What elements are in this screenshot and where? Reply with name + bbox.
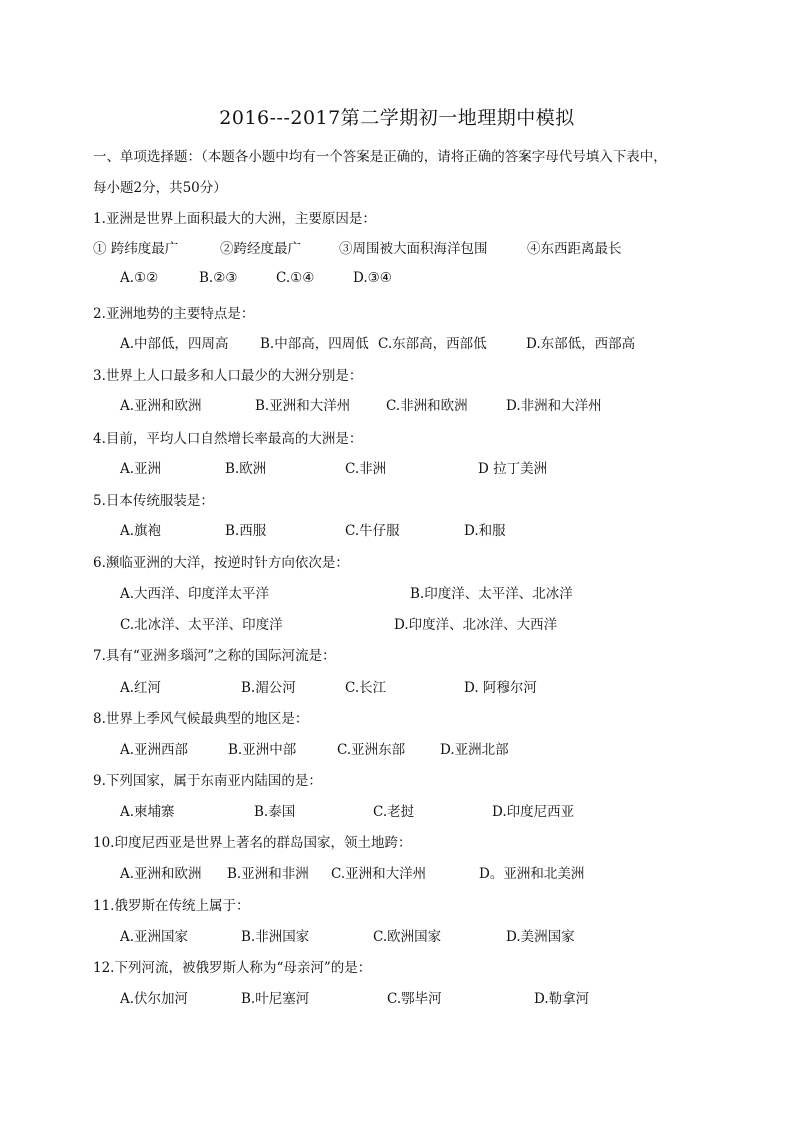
question-1-option-d: D.③④ (353, 270, 392, 286)
question-3-option-c: C.非洲和欧洲 (386, 398, 468, 414)
question-10-option-b: B.亚洲和非洲 (227, 866, 309, 882)
question-5-option-a: A.旗袍 (120, 523, 162, 539)
question-9-option-a: A.柬埔寨 (120, 804, 175, 820)
question-12-option-b: B.叶尼塞河 (241, 991, 310, 1007)
question-10-option-d: D。亚洲和北美洲 (479, 866, 585, 882)
question-12-option-a: A.伏尔加河 (120, 991, 189, 1007)
question-6-option-d: D.印度洋、北冰洋、大西洋 (394, 617, 558, 633)
question-7-option-c: C.长江 (345, 680, 387, 696)
question-11-option-c: C.欧洲国家 (373, 929, 442, 945)
question-1-option-c: C.①④ (276, 270, 315, 286)
question-9-option-c: C.老挝 (373, 804, 415, 820)
question-11-option-d: D.美洲国家 (506, 929, 575, 945)
question-1-option-b: B.②③ (199, 270, 238, 286)
question-4-stem: 4.目前，平均人口自然增长率最高的大洲是： (93, 431, 363, 447)
question-4-option-a: A.亚洲 (120, 461, 162, 477)
question-9-option-b: B.泰国 (254, 804, 296, 820)
question-9-stem: 9.下列国家，属于东南亚内陆国的是： (93, 773, 322, 789)
question-3-stem: 3.世界上人口最多和人口最少的大洲分别是： (93, 368, 363, 384)
section-header-line-1: 一、单项选择题：（本题各小题中均有一个答案是正确的，请将正确的答案字母代号填入下表中， (93, 149, 667, 165)
question-6-option-b: B.印度洋、太平洋、北冰洋 (410, 586, 573, 602)
question-12-option-c: C.鄂毕河 (387, 991, 442, 1007)
question-1-stem: 1.亚洲是世界上面积最大的大洲，主要原因是： (93, 211, 376, 227)
question-10-option-c: C.亚洲和大洋州 (331, 866, 427, 882)
question-4-option-d: D 拉丁美洲 (478, 461, 548, 477)
question-5-stem: 5.日本传统服装是： (93, 493, 214, 509)
question-7-option-a: A.红河 (120, 680, 162, 696)
question-11-stem: 11.俄罗斯在传统上属于： (93, 898, 250, 914)
question-3-option-b: B.亚洲和大洋州 (255, 398, 351, 414)
question-4-option-c: C.非洲 (345, 461, 387, 477)
question-5-option-d: D.和服 (464, 523, 506, 539)
question-8-option-a: A.亚洲西部 (120, 742, 189, 758)
question-5-option-c: C.牛仔服 (345, 523, 400, 539)
question-3-option-a: A.亚洲和欧洲 (120, 398, 202, 414)
question-8-option-c: C.亚洲东部 (337, 742, 406, 758)
question-8-option-b: B.亚洲中部 (228, 742, 297, 758)
question-5-option-b: B.西服 (225, 523, 267, 539)
question-2-option-d: D.东部低，西部高 (526, 336, 636, 352)
question-8-stem: 8.世界上季风气候最典型的地区是： (93, 711, 309, 727)
question-1-statement-3: ③周围被大面积海洋包围 (339, 241, 488, 257)
question-9-option-d: D.印度尼西亚 (492, 804, 575, 820)
question-1-statement-2: ②跨经度最广 (220, 241, 301, 257)
question-6-stem: 6.濒临亚洲的大洋，按逆时针方向依次是： (93, 555, 349, 571)
question-4-option-b: B.欧洲 (225, 461, 267, 477)
question-1-option-a: A.①② (120, 270, 159, 286)
question-2-option-b: B.中部高，四周低 (260, 336, 369, 352)
question-10-stem: 10.印度尼西亚是世界上著名的群岛国家，领土地跨： (93, 835, 412, 851)
question-10-option-a: A.亚洲和欧洲 (120, 866, 202, 882)
question-8-option-d: D.亚洲北部 (440, 742, 509, 758)
section-header-line-2: 每小题2分，共50分） (93, 180, 227, 196)
question-3-option-d: D.非洲和大洋州 (506, 398, 602, 414)
question-2-option-a: A.中部低，四周高 (120, 336, 229, 352)
question-2-option-c: C.东部高，西部低 (378, 336, 487, 352)
question-7-option-d: D. 阿穆尔河 (464, 680, 537, 696)
question-11-option-b: B.非洲国家 (241, 929, 310, 945)
question-7-option-b: B.湄公河 (241, 680, 296, 696)
question-6-option-a: A.大西洋、印度洋太平洋 (120, 586, 270, 602)
question-7-stem: 7.具有“亚洲多瑙河”之称的国际河流是： (93, 648, 336, 664)
question-11-option-a: A.亚洲国家 (120, 929, 189, 945)
question-1-statement-4: ④东西距离最长 (527, 241, 622, 257)
question-2-stem: 2.亚洲地势的主要特点是： (93, 306, 255, 322)
question-1-statement-1: ① 跨纬度最广 (93, 241, 179, 257)
question-12-stem: 12.下列河流，被俄罗斯人称为“母亲河”的是： (93, 960, 372, 976)
question-6-option-c: C.北冰洋、太平洋、印度洋 (120, 617, 283, 633)
page-title: 2016---2017第二学期初一地理期中模拟 (219, 107, 575, 129)
question-12-option-d: D.勒拿河 (534, 991, 590, 1007)
